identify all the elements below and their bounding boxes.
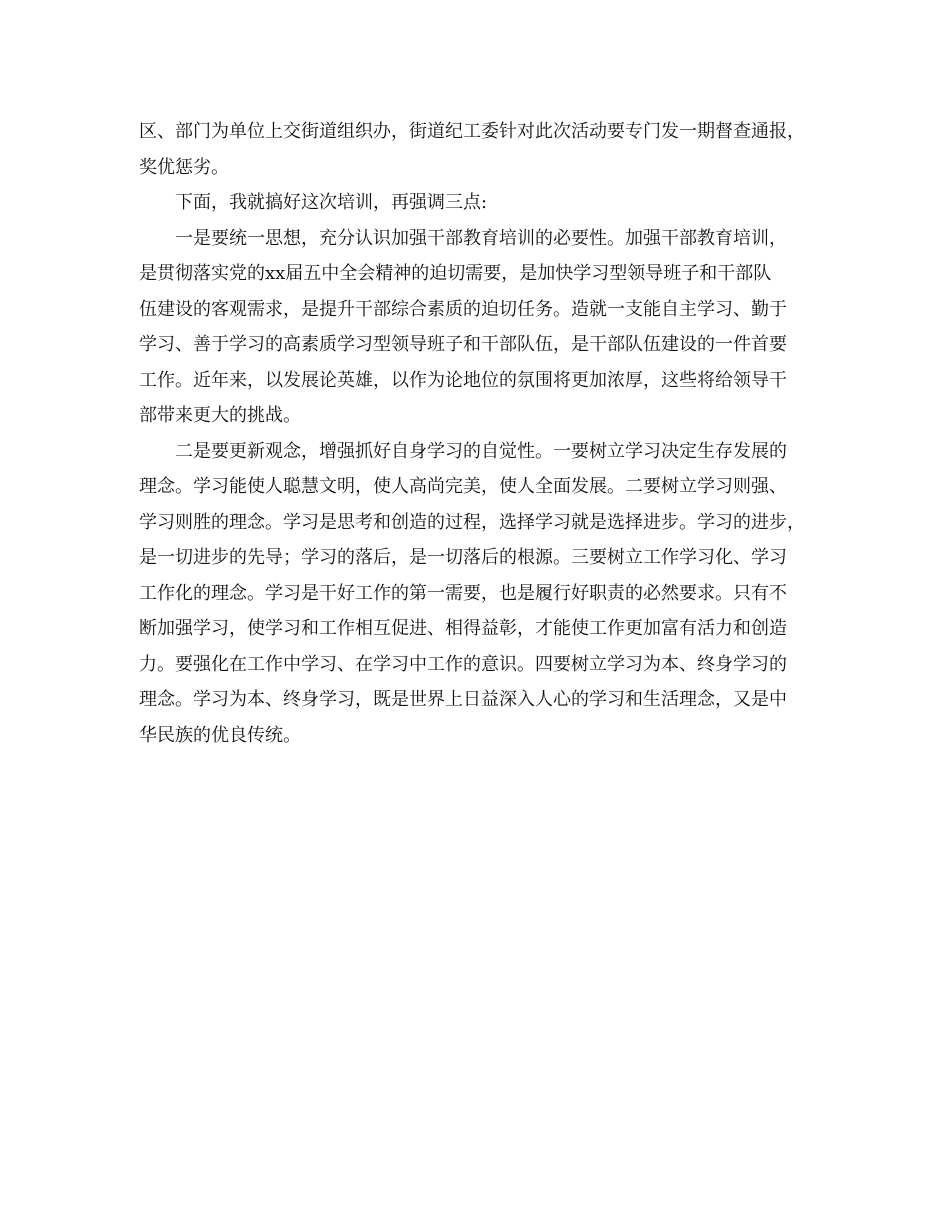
text-line: 伍建设的客观需求，是提升干部综合素质的迫切任务。造就一支能自主学习、勤于 (139, 298, 787, 320)
text-line: 部带来更大的挑战。 (139, 405, 301, 426)
text-line: 工作化的理念。学习是干好工作的第一需要，也是履行好职责的必然要求。只有不 (139, 582, 787, 604)
text-line: 断加强学习，使学习和工作相互促进、相得益彰，才能使工作更加富有活力和创造 (139, 618, 787, 639)
text-line: 华民族的优良传统。 (139, 724, 301, 746)
text-line: 工作。近年来，以发展论英雄，以作为论地位的氛围将更加浓厚，这些将给领导干 (139, 369, 787, 391)
text-line: 力。要强化在工作中学习、在学习中工作的意识。四要树立学习为本、终身学习的 (139, 653, 787, 675)
paragraph-one-first-line: 一是要统一思想，充分认识加强干部教育培训的必要性。加强干部教育培训， (175, 227, 787, 249)
text-line: 理念。学习能使人聪慧文明，使人高尚完美，使人全面发展。二要树立学习则强、 (139, 476, 787, 497)
text-line: 是贯彻落实党的xx届五中全会精神的迫切需要，是加快学习型领导班子和干部队 (139, 263, 772, 284)
text-line: 学习、善于学习的高素质学习型领导班子和干部队伍，是干部队伍建设的一件首要 (139, 334, 787, 355)
paragraph-intro-line: 下面，我就搞好这次培训，再强调三点: (175, 192, 488, 213)
text-line: 奖优惩劣。 (139, 156, 229, 178)
paragraph-two-first-line: 二是要更新观念，增强抓好自身学习的自觉性。一要树立学习决定生存发展的 (175, 440, 787, 462)
text-line: 理念。学习为本、终身学习，既是世界上日益深入人心的学习和生活理念，又是中 (139, 689, 787, 710)
text-line: 学习则胜的理念。学习是思考和创造的过程，选择学习就是选择进步。学习的进步， (139, 511, 805, 533)
text-line: 区、部门为单位上交街道组织办，街道纪工委针对此次活动要专门发一期督查通报， (139, 121, 805, 142)
document-body (139, 114, 829, 753)
text-line: 是一切进步的先导；学习的落后，是一切落后的根源。三要树立工作学习化、学习 (139, 547, 787, 568)
